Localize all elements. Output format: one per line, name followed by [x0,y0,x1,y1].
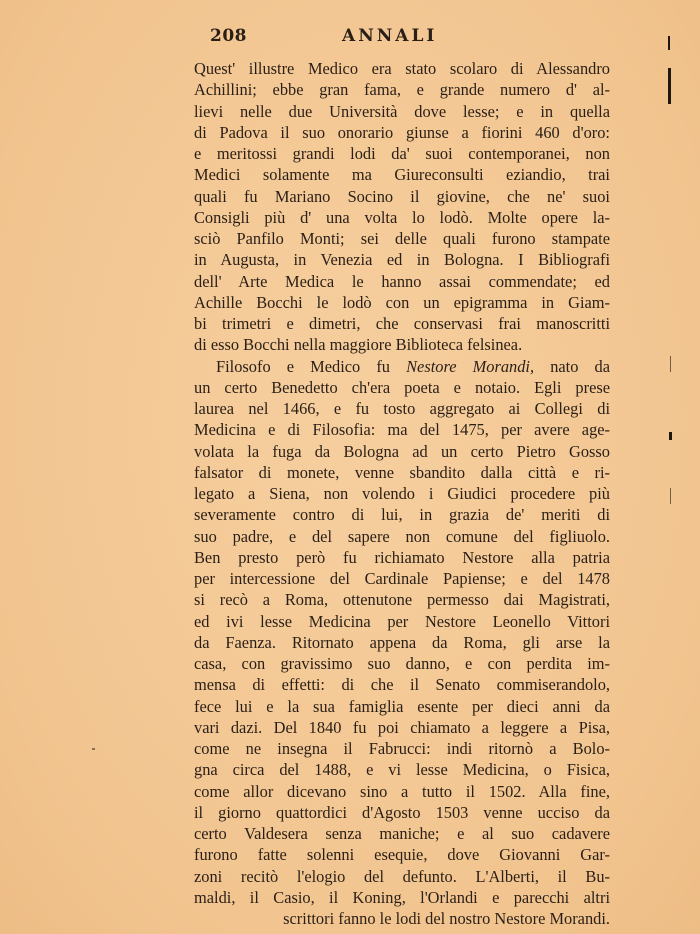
paragraph-1 [194,58,610,356]
line-suffix: nato da [534,356,610,376]
scan-mark [668,68,671,104]
text-line: di esso Bocchi nella maggiore Biblioteca felsinea. [194,335,523,355]
text-line: Ben presto però fu richiamato Nestore alla patria [194,547,610,567]
text-line: come ne insegna il Fabrucci: indi ritornò a Bolo- [194,739,610,758]
text-line: scrittori fanno le lodi del nostro Nestore Morandi. [283,909,610,928]
text-line: legato a Siena, non volendo i Giudici procedere più [194,484,610,503]
text-line: Consigli più d' una volta lo lodò. Molte opere la- [194,207,610,227]
text-line: fece lui e la sua famiglia esente per dieci anni da [194,696,610,716]
text-line-first [194,356,610,377]
text-line: lievi nelle due Università dove lesse; e in quella [194,101,610,121]
scan-mark [670,488,671,504]
text-line: furono fatte solenni esequie, dove Giovanni Gar- [194,845,610,865]
text-line: ed ivi lesse Medicina per Nestore Leonello Vittori [194,611,610,631]
page-number: 208 [210,26,247,46]
person-name: Nestore Morandi, [406,356,535,376]
text-line: e meritossi grandi lodi da' suoi contemporanei, non [194,144,610,163]
page-header [194,26,610,52]
text-line: si recò a Roma, ottenutone permesso dai Magistrati, [194,590,610,610]
line-prefix: Filosofo e Medico fu [216,356,407,376]
text-line: mensa di effetti: di che il Senato commiserandolo, [194,675,610,695]
text-line: sciò Panfilo Monti; sei delle quali furono stampate [194,229,610,248]
text-line: zoni recitò l'elogio del defunto. L'Alberti, il Bu- [194,866,610,886]
paragraph-2 [194,356,610,930]
text-line: bi trimetri e dimetri, che conservasi frai manoscritti [194,314,610,333]
text-line: Medicina e di Filosofia: ma del 1475, per avere age- [194,420,610,440]
text-line: Achillini; ebbe gran fama, e grande numero d' al- [194,80,610,100]
text-line: il giorno quattordici d'Agosto 1503 venne ucciso da [194,802,610,822]
text-line: dell' Arte Medica le hanno assai commendate; ed [194,271,610,291]
scan-mark [668,36,670,50]
text-line: di Padova il suo onorario giunse a fiorini 460 d'oro: [194,122,610,142]
text-line: casa, con gravissimo suo danno, e con perdita im- [194,654,610,673]
text-line: da Faenza. Ritornato appena da Roma, gli arse la [194,632,610,652]
running-title: ANNALI [342,26,438,46]
scan-mark [670,356,671,372]
text-line: certo Valdesera senza maniche; e al suo cadavere [194,824,610,843]
scan-mark [92,748,95,750]
text-line: gna circa del 1488, e vi lesse Medicina, o Fisica, [194,760,610,780]
text-line: suo padre, e del sapere non comune del figliuolo. [194,526,610,546]
text-line: Medici solamente ma Giureconsulti eziandio, trai [194,165,610,185]
scan-mark [669,432,672,440]
text-line: Achille Bocchi le lodò con un epigramma in Giam- [194,292,610,312]
text-line: per intercessione del Cardinale Papiense; e del 1478 [194,569,610,588]
body-text [194,58,610,929]
text-line: laurea nel 1466, e fu tosto aggregato ai Collegi di [194,399,610,418]
text-line: in Augusta, in Venezia ed in Bologna. I Bibliografi [194,250,610,270]
text-line: Quest' illustre Medico era stato scolaro di Alessandro [194,59,610,78]
text-line: quali fu Mariano Socino il giovine, che ne' suoi [194,186,610,206]
text-line: volata la fuga da Bologna ad un certo Pietro Gosso [194,441,610,461]
text-line: come allor dicevano sino a tutto il 1502. Alla fine, [194,781,610,801]
text-line: un certo Benedetto ch'era poeta e notaio. Egli prese [194,377,610,397]
text-line: falsator di monete, venne sbandito dalla città e ri- [194,462,610,482]
text-line: vari dazi. Del 1840 fu poi chiamato a leggere a Pisa, [194,717,610,737]
text-line: severamente contro di lui, in grazia de' meriti di [194,505,610,525]
text-line: maldi, il Casio, il Koning, l'Orlandi e parecchi altri [194,887,610,907]
